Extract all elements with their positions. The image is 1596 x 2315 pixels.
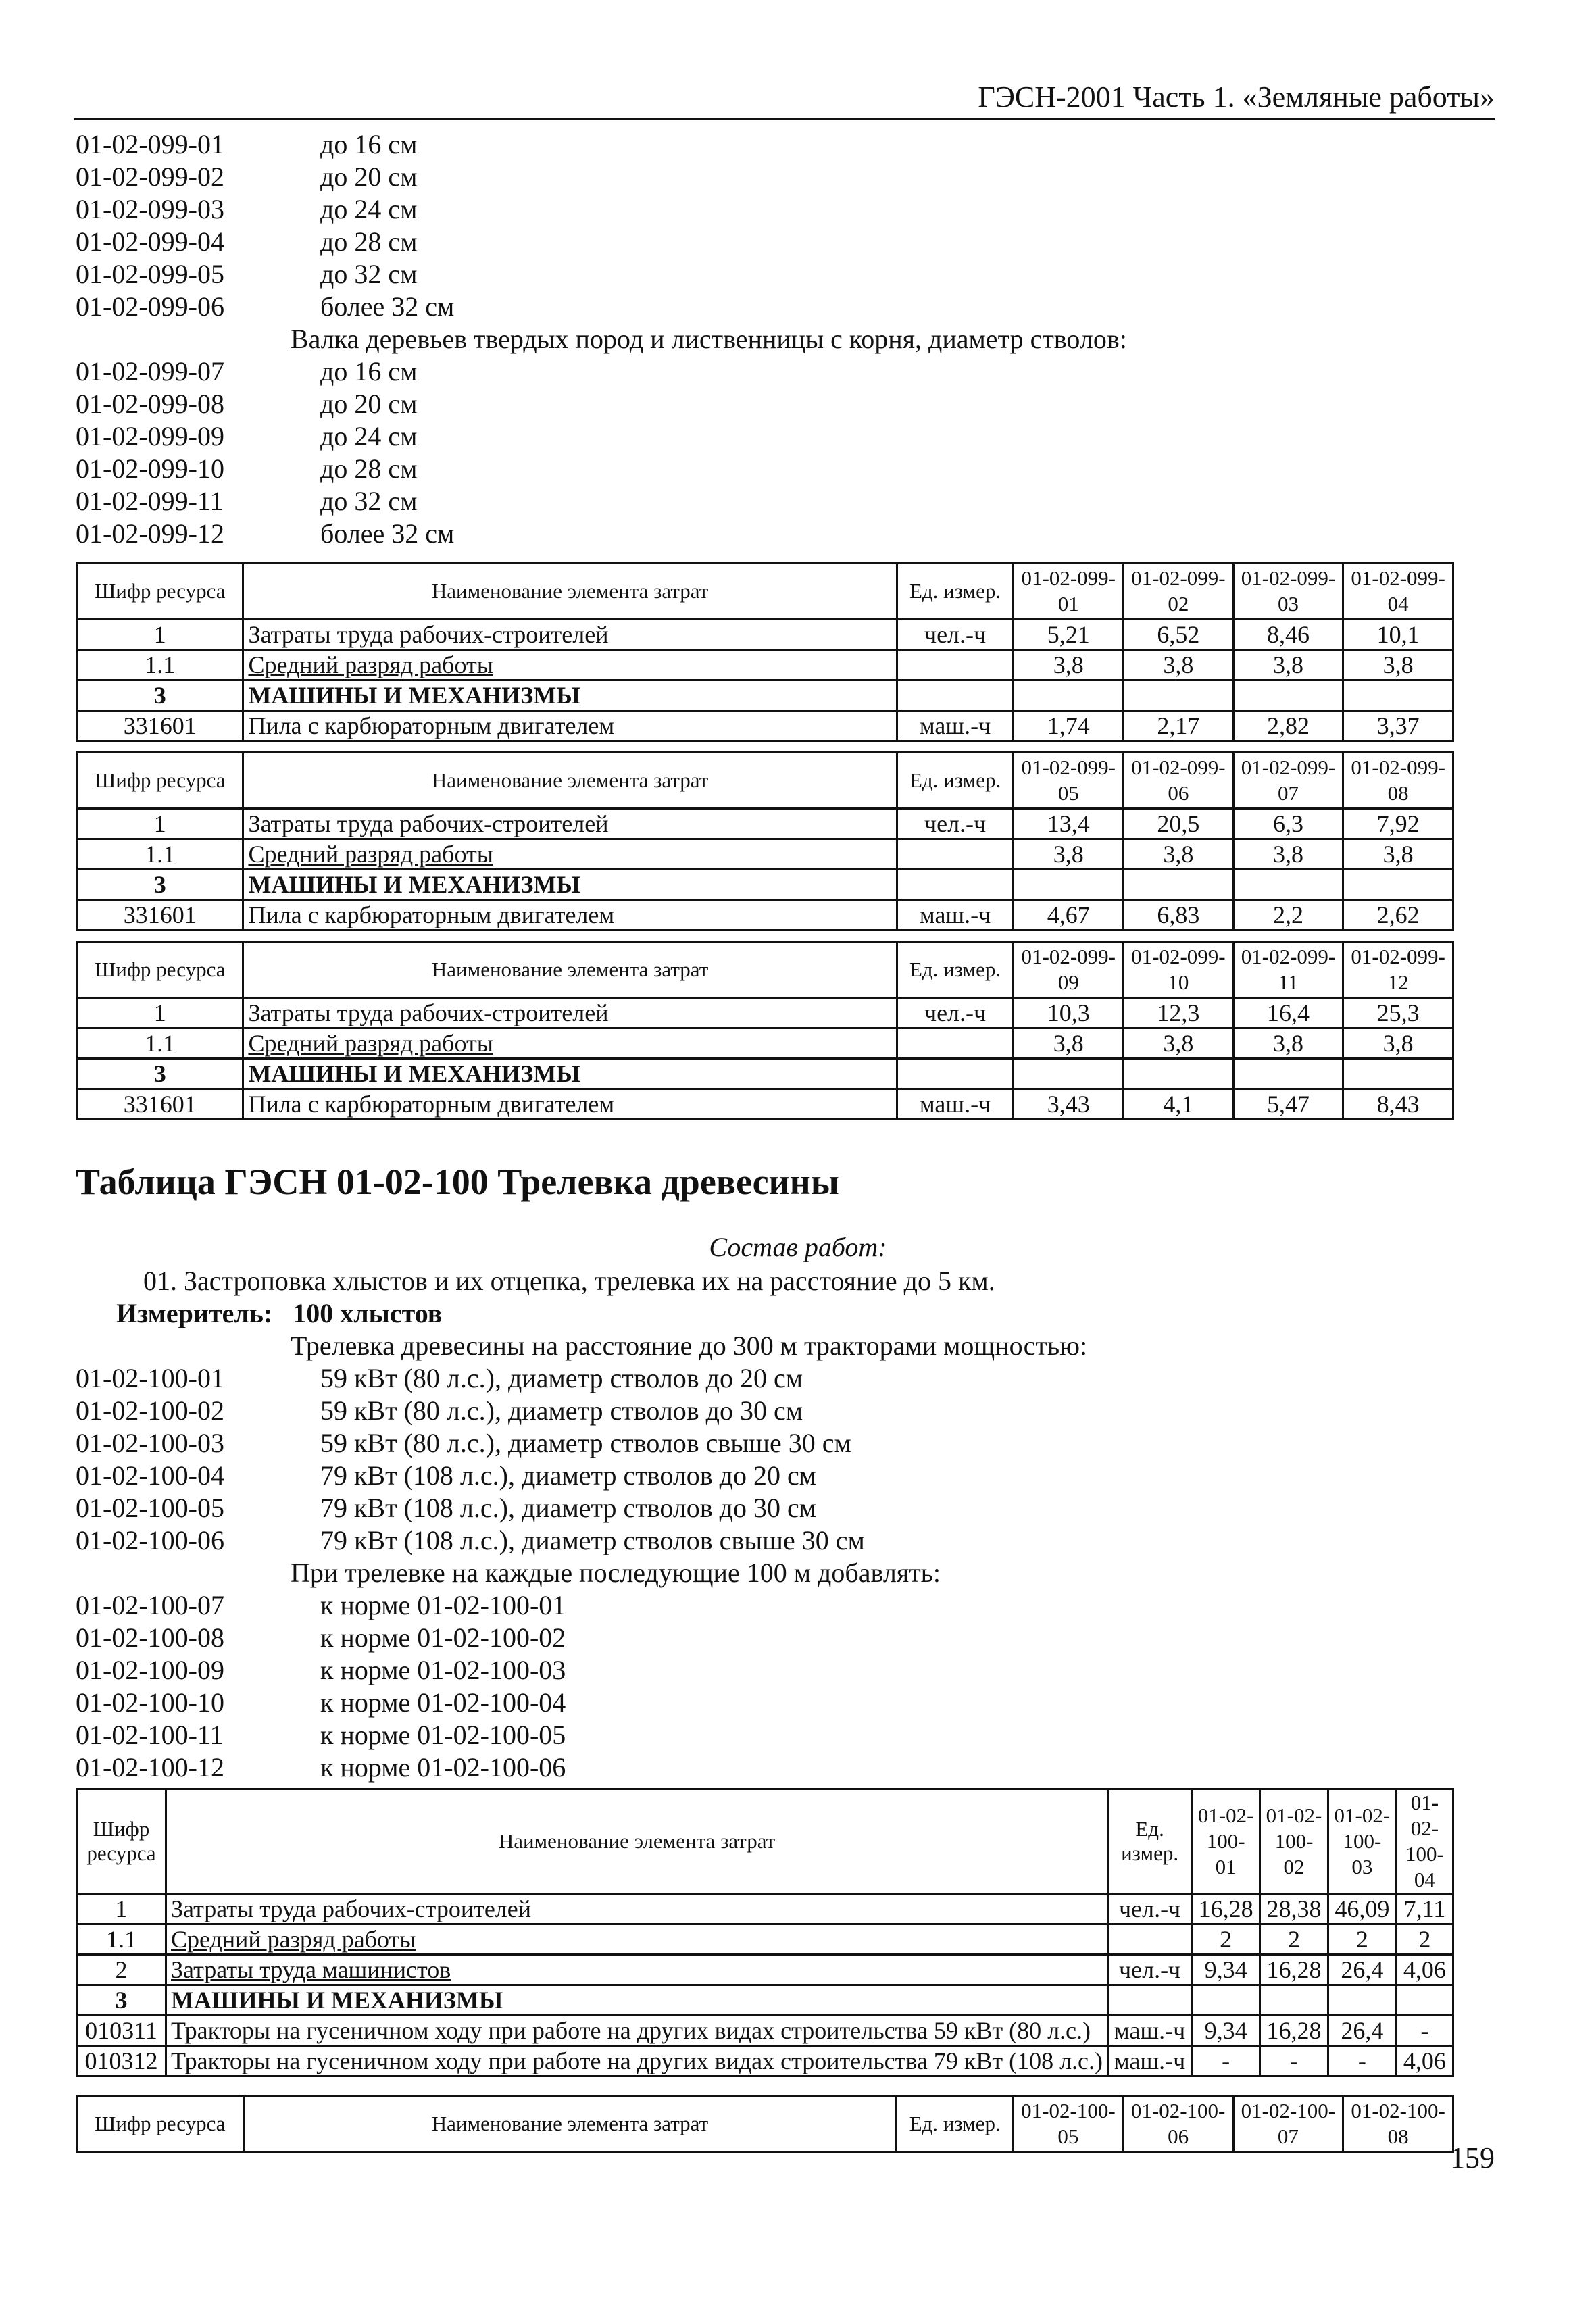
- column-header-norm: 01-02-099-04: [1343, 564, 1453, 620]
- column-header-name: Наименование элемента затрат: [243, 564, 897, 620]
- column-header-norm: 01-02-099-09: [1014, 942, 1124, 998]
- table-row: 1.1 Средний разряд работы 2 2 2 2: [77, 1924, 1453, 1955]
- table-header-row: [77, 942, 1453, 998]
- list-item: 01-02-099-02 до 20 см: [76, 161, 418, 192]
- column-header-norm: 01-02-100-02: [1260, 1789, 1328, 1894]
- list-item: 01-02-099-06 более 32 см: [76, 291, 455, 322]
- list-item: 01-02-100-05 79 кВт (108 л.с.), диаметр стволов до 30 см: [76, 1493, 817, 1523]
- table-row: 1 Затраты труда рабочих-строителей чел.-ч 5,21 6,52 8,46 10,1: [77, 620, 1453, 650]
- table-row: 1.1 Средний разряд работы 3,8 3,8 3,8 3,8: [77, 650, 1453, 680]
- column-header-norm: 01-02-099-01: [1014, 564, 1124, 620]
- column-header-code: Шифр ресурса: [77, 1789, 166, 1894]
- list-item: 01-02-100-08 к норме 01-02-100-02: [76, 1622, 566, 1653]
- column-header-norm: 01-02-099-12: [1343, 942, 1453, 998]
- list-subheading: Валка деревьев твердых пород и лиственницы с корня, диаметр стволов:: [291, 324, 1127, 354]
- code-list-1: [76, 128, 1127, 550]
- list-item: 01-02-099-03 до 24 см: [76, 194, 418, 224]
- table-row: 3 МАШИНЫ И МЕХАНИЗМЫ: [77, 680, 1453, 711]
- composition-label: Состав работ:: [709, 1232, 887, 1262]
- column-header-norm: 01-02-100-04: [1396, 1789, 1453, 1894]
- composition-item: 01. Застроповка хлыстов и их отцепка, трелевка их на расстояние до 5 км.: [143, 1266, 995, 1296]
- list-item: 01-02-100-11 к норме 01-02-100-05: [76, 1720, 566, 1750]
- column-header-unit: Ед. измер.: [897, 2096, 1014, 2152]
- table-row: 3 МАШИНЫ И МЕХАНИЗМЫ: [77, 1059, 1453, 1089]
- column-header-norm: 01-02-100-07: [1233, 2096, 1343, 2152]
- column-header-unit: Ед. измер.: [897, 564, 1014, 620]
- meter-label: Измеритель:: [116, 1298, 273, 1328]
- table-row: 331601 Пила с карбюраторным двигателем маш.-ч 4,67 6,83 2,2 2,62: [77, 900, 1453, 930]
- list-subheading: Трелевка древесины на расстояние до 300 м тракторами мощностью:: [291, 1330, 1088, 1361]
- column-header-unit: Ед. измер.: [1108, 1789, 1192, 1894]
- column-header-norm: 01-02-099-05: [1014, 753, 1124, 809]
- column-header-code: Шифр ресурса: [77, 753, 243, 809]
- table-row: 331601 Пила с карбюраторным двигателем маш.-ч 3,43 4,1 5,47 8,43: [77, 1089, 1453, 1120]
- column-header-norm: 01-02-099-07: [1233, 753, 1343, 809]
- column-header-code: Шифр ресурса: [77, 942, 243, 998]
- table-header-row: [77, 2096, 1453, 2152]
- list-item: 01-02-099-08 до 20 см: [76, 389, 418, 419]
- table-row: 2 Затраты труда машинистов чел.-ч 9,34 16,28 26,4 4,06: [77, 1955, 1453, 1985]
- list-item: 01-02-100-06 79 кВт (108 л.с.), диаметр стволов свыше 30 см: [76, 1525, 865, 1555]
- meter-line: [116, 1297, 442, 1329]
- column-header-norm: 01-02-100-06: [1123, 2096, 1233, 2152]
- list-item: 01-02-100-01 59 кВт (80 л.с.), диаметр стволов до 20 см: [76, 1363, 803, 1393]
- column-header-unit: Ед. измер.: [897, 753, 1014, 809]
- section-title: Таблица ГЭСН 01-02-100 Трелевка древесины: [76, 1162, 839, 1202]
- list-item: 01-02-099-01 до 16 см: [76, 129, 418, 159]
- list-item: 01-02-099-05 до 32 см: [76, 259, 418, 289]
- table-header-row: [77, 564, 1453, 620]
- running-header: ГЭСН-2001 Часть 1. «Земляные работы»: [74, 80, 1495, 120]
- list-item: 01-02-100-07 к норме 01-02-100-01: [76, 1590, 566, 1620]
- list-item: 01-02-100-02 59 кВт (80 л.с.), диаметр стволов до 30 см: [76, 1395, 803, 1426]
- list-item: 01-02-100-12 к норме 01-02-100-06: [76, 1752, 566, 1783]
- column-header-name: Наименование элемента затрат: [243, 753, 897, 809]
- table-header-row: [77, 753, 1453, 809]
- table-row: 010311 Тракторы на гусеничном ходу при работе на других видах строительства 59 кВт (80 л.с.) маш.-ч 9,34 16,28 26,4 -: [77, 2016, 1453, 2046]
- table-row: 1.1 Средний разряд работы 3,8 3,8 3,8 3,8: [77, 839, 1453, 870]
- table-row: 1 Затраты труда рабочих-строителей чел.-ч 16,28 28,38 46,09 7,11: [77, 1894, 1453, 1924]
- resource-table-1: [76, 562, 1454, 742]
- resource-table-4: [76, 1788, 1454, 2077]
- meter-value: 100 хлыстов: [293, 1298, 443, 1328]
- column-header-unit: Ед. измер.: [897, 942, 1014, 998]
- column-header-norm: 01-02-099-03: [1233, 564, 1343, 620]
- list-item: 01-02-100-04 79 кВт (108 л.с.), диаметр стволов до 20 см: [76, 1460, 817, 1491]
- code-list-2: [76, 1330, 1087, 1784]
- column-header-norm: 01-02-100-05: [1014, 2096, 1124, 2152]
- table-row: 331601 Пила с карбюраторным двигателем маш.-ч 1,74 2,17 2,82 3,37: [77, 711, 1453, 741]
- list-item: 01-02-099-07 до 16 см: [76, 356, 418, 387]
- column-header-norm: 01-02-099-02: [1124, 564, 1234, 620]
- table-row: 1 Затраты труда рабочих-строителей чел.-ч 13,4 20,5 6,3 7,92: [77, 809, 1453, 839]
- column-header-code: Шифр ресурса: [77, 2096, 244, 2152]
- column-header-norm: 01-02-100-08: [1343, 2096, 1453, 2152]
- table-row: 010312 Тракторы на гусеничном ходу при работе на других видах строительства 79 кВт (108 л.с.) маш.-ч - - - 4,06: [77, 2046, 1453, 2076]
- list-item: 01-02-099-12 более 32 см: [76, 518, 455, 549]
- column-header-norm: 01-02-100-03: [1328, 1789, 1396, 1894]
- list-item: 01-02-099-11 до 32 см: [76, 486, 418, 516]
- list-subheading: При трелевке на каждые последующие 100 м добавлять:: [291, 1558, 941, 1588]
- column-header-name: Наименование элемента затрат: [166, 1789, 1108, 1894]
- list-item: 01-02-099-04 до 28 см: [76, 226, 418, 257]
- page-number: 159: [1450, 2141, 1495, 2174]
- column-header-name: Наименование элемента затрат: [243, 2096, 897, 2152]
- column-header-norm: 01-02-099-08: [1343, 753, 1453, 809]
- resource-table-5: [76, 2095, 1454, 2153]
- table-row: 1 Затраты труда рабочих-строителей чел.-ч 10,3 12,3 16,4 25,3: [77, 998, 1453, 1028]
- column-header-norm: 01-02-099-11: [1233, 942, 1343, 998]
- list-item: 01-02-100-09 к норме 01-02-100-03: [76, 1655, 566, 1685]
- table-row: 3 МАШИНЫ И МЕХАНИЗМЫ: [77, 1985, 1453, 2016]
- list-item: 01-02-100-10 к норме 01-02-100-04: [76, 1687, 566, 1718]
- list-item: 01-02-099-09 до 24 см: [76, 421, 418, 451]
- resource-table-2: [76, 751, 1454, 931]
- column-header-norm: 01-02-100-01: [1192, 1789, 1260, 1894]
- table-header-row: [77, 1789, 1453, 1894]
- column-header-code: Шифр ресурса: [77, 564, 243, 620]
- list-item: 01-02-099-10 до 28 см: [76, 453, 418, 484]
- column-header-norm: 01-02-099-10: [1124, 942, 1234, 998]
- column-header-norm: 01-02-099-06: [1124, 753, 1234, 809]
- table-row: 1.1 Средний разряд работы 3,8 3,8 3,8 3,8: [77, 1028, 1453, 1059]
- table-row: 3 МАШИНЫ И МЕХАНИЗМЫ: [77, 870, 1453, 900]
- column-header-name: Наименование элемента затрат: [243, 942, 897, 998]
- resource-table-3: [76, 941, 1454, 1120]
- list-item: 01-02-100-03 59 кВт (80 л.с.), диаметр стволов свыше 30 см: [76, 1428, 851, 1458]
